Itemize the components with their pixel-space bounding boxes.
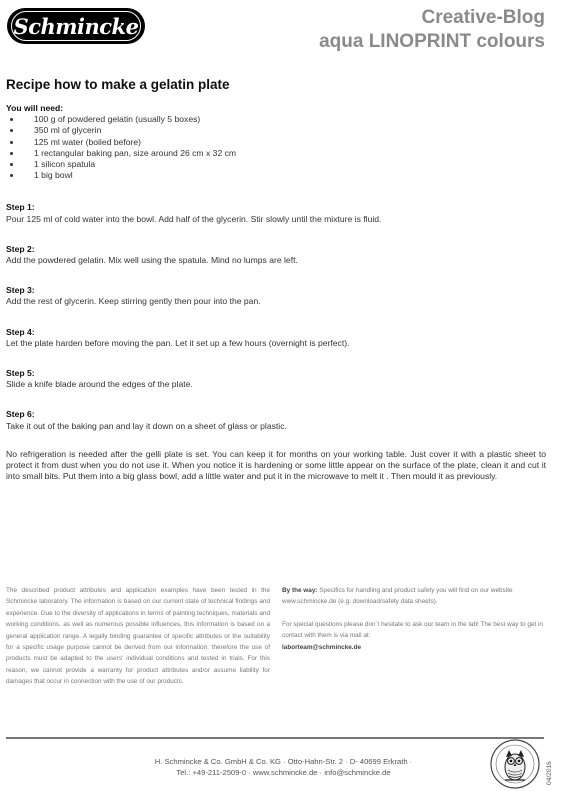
recipe-content	[6, 103, 546, 482]
lab-email[interactable]: laborteam@schmincke.de	[282, 643, 362, 651]
address-line-2: Tel.: +49-211-2509-0 · www.schmincke.de · info@schmincke.de	[176, 768, 391, 777]
step-heading: Step 2:	[6, 243, 35, 254]
list-item: • 1 rectangular baking pan, size around 26 cm x 32 cm	[22, 148, 546, 159]
step-4	[6, 327, 546, 349]
page-title: Recipe how to make a gelatin plate	[6, 77, 230, 92]
disclaimer: The described product attributes and application examples have been tested in the Schmincke laboratory. The information is based on our current state of technical findings and experience. Due to the diversity of applications in terms of painting techniques, materials and working conditions, as well as numerous possible influences, this information is based on a general application range. A legally binding guarantee of specific attributes or the suitability for a specific usage purpose cannot be derived from our information; therefore the use of products must be adapted to the users' individual conditions and tested in trials. For this reason, we cannot provide a warranty for product attributes and/or assume liability for damages that occur in connection with the use of our products.	[6, 587, 270, 686]
step-3	[6, 285, 546, 307]
needs-list	[6, 114, 546, 181]
step-5	[6, 368, 546, 390]
by-the-way	[282, 585, 548, 608]
owl-seal-icon	[489, 738, 541, 790]
step-2	[6, 244, 546, 266]
by-the-way-label: By the way:	[282, 587, 318, 594]
header-line-2: aqua LINOPRINT colours	[319, 31, 545, 52]
list-item: • 1 silicon spatula	[22, 159, 546, 170]
logo-text: Schmincke	[13, 13, 139, 39]
questions-text: For special questions please don´t hesitate to ask our team in the lab! The best way to get in contact with them is via mail at:	[282, 620, 543, 640]
final-paragraph: No refrigeration is needed after the gelli plate is set. You can keep it for months on your working table. Just cover it with a plastic sheet to protect it from dust when you do not use it. When you notice it is hardening or some little appear on the surface of the plate, clean it and cut it into small bits. Put them into a big glass bowl, add a little water and put it in the microwave to melt it . Then mould it as previously.	[6, 448, 546, 482]
company-address	[0, 756, 567, 778]
step-heading: Step 6:	[6, 409, 35, 420]
step-6	[6, 409, 546, 431]
step-1	[6, 202, 546, 224]
schmincke-logo	[7, 8, 145, 44]
logo-border	[11, 11, 141, 41]
list-item: • 125 ml water (boiled before)	[22, 137, 546, 148]
list-item: • 350 ml of glycerin	[22, 125, 546, 136]
document-code: 04/2016	[546, 761, 553, 785]
needs-heading: You will need:	[6, 103, 64, 113]
header-line-1: Creative-Blog	[421, 7, 545, 28]
blog-header	[319, 6, 545, 54]
list-item: • 1 big bowl	[22, 170, 546, 181]
step-text: Slide a knife blade around the edges of the plate.	[6, 379, 193, 390]
step-heading: Step 1:	[6, 202, 35, 213]
step-text: Take it out of the baking pan and lay it down on a sheet of glass or plastic.	[6, 420, 287, 431]
step-text: Let the plate harden before moving the pan. Let it set up a few hours (overnight is perfect).	[6, 337, 350, 348]
step-text: Pour 125 ml of cold water into the bowl. Add half of the glycerin. Stir slowly until the mixture is fluid.	[6, 213, 382, 224]
step-text: Add the rest of glycerin. Keep stirring gently then pour into the pan.	[6, 296, 261, 307]
step-text: Add the powdered gelatin. Mix well using the spatula. Mind no lumps are left.	[6, 255, 298, 266]
list-item: • 100 g of powdered gelatin (usually 5 boxes)	[22, 114, 546, 125]
spacer	[6, 181, 546, 202]
spacer	[282, 608, 548, 619]
step-heading: Step 4:	[6, 326, 35, 337]
footer-divider	[6, 737, 544, 739]
by-the-way-text: Specifics for handling and product safety you will find on our website www.schmincke.de (e.g. download/safety data sheets).	[282, 587, 513, 606]
contact-note	[282, 585, 548, 653]
step-heading: Step 5:	[6, 368, 35, 379]
step-heading: Step 3:	[6, 285, 35, 296]
address-line-1: H. Schmincke & Co. GmbH & Co. KG · Otto-Hahn-Str. 2 · D- 40699 Erkrath ·	[154, 757, 413, 766]
